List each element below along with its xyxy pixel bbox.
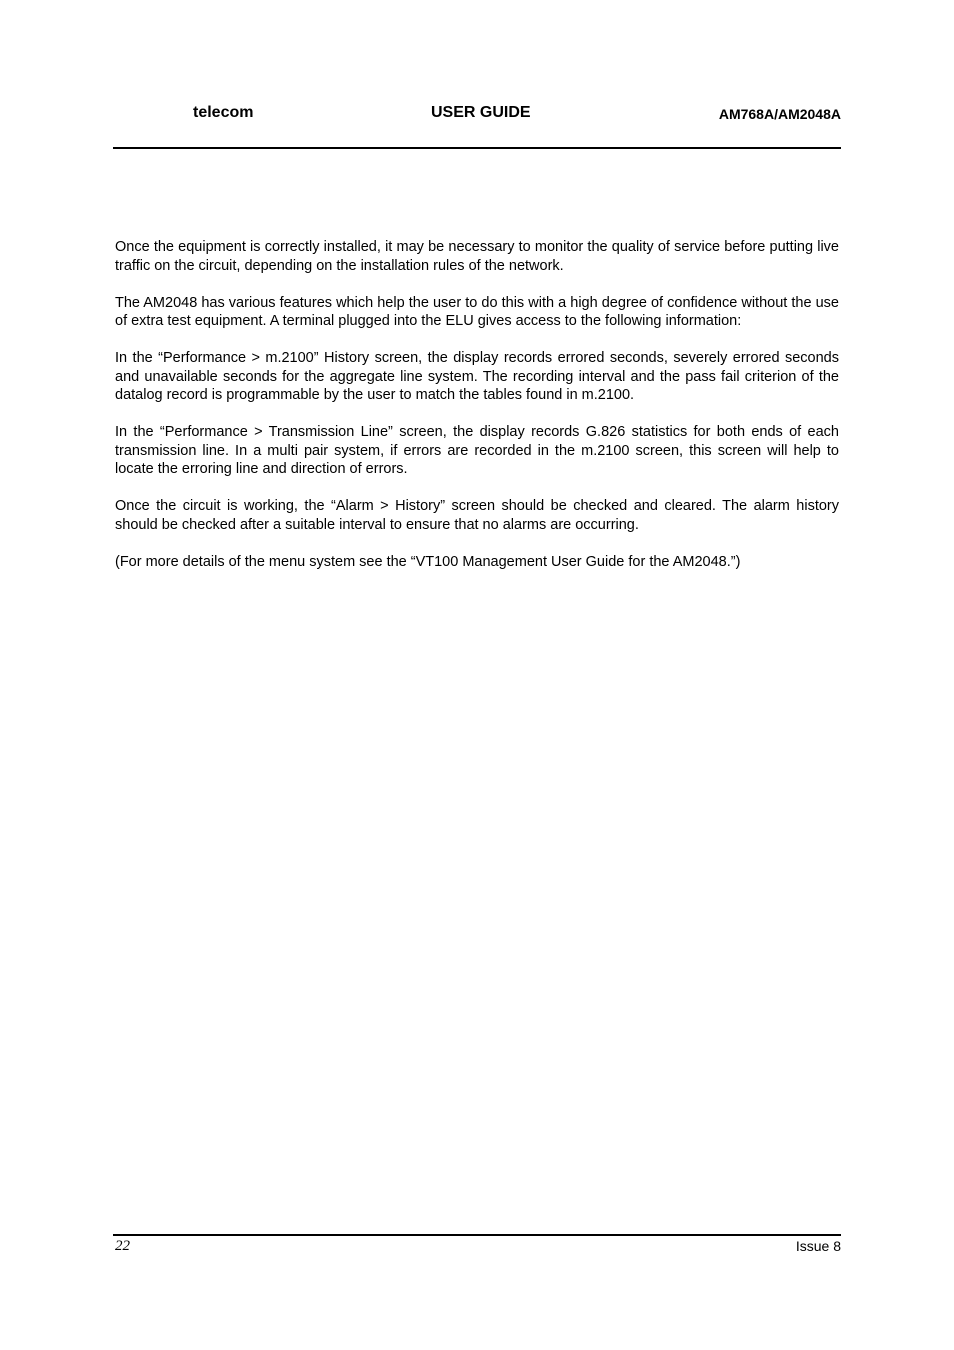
header-model: AM768A/AM2048A [718, 106, 841, 122]
paragraph: In the “Performance > m.2100” History screen, the display records errored seconds, severely errored seconds and unavailable seconds for the aggregate line system. The recording interval and the pass fail criterion of the datalog record is programmable by the user to match the tables found in m.2100. [115, 350, 839, 403]
page-header [113, 100, 841, 130]
issue-label: Issue 8 [795, 1238, 841, 1254]
paragraph: In the “Performance > Transmission Line” screen, the display records G.826 statistics for both ends of each transmission line. In a multi pair system, if errors are recorded in the m.2100 screen, this screen will help to locate the erroring line and direction of errors. [115, 424, 839, 477]
paragraph: The AM2048 has various features which help the user to do this with a high degree of confidence without the use of extra test equipment. A terminal plugged into the ELU gives access to the following information: [115, 294, 839, 329]
header-title: USER GUIDE [431, 104, 531, 121]
header-brand: telecom [193, 104, 254, 121]
paragraph: Once the circuit is working, the “Alarm > History” screen should be checked and cleared. The alarm history should be checked after a suitable interval to ensure that no alarms are occurring. [115, 498, 839, 533]
page-footer [113, 1238, 841, 1258]
paragraph: (For more details of the menu system see the “VT100 Management User Guide for the AM2048.”) [115, 553, 741, 570]
page-number: 22 [115, 1238, 130, 1254]
paragraph: Once the equipment is correctly installed, it may be necessary to monitor the quality of service before putting live traffic on the circuit, depending on the installation rules of the network. [115, 239, 839, 274]
header-rule [113, 147, 841, 149]
body-text [115, 238, 839, 590]
footer-rule [113, 1234, 841, 1236]
